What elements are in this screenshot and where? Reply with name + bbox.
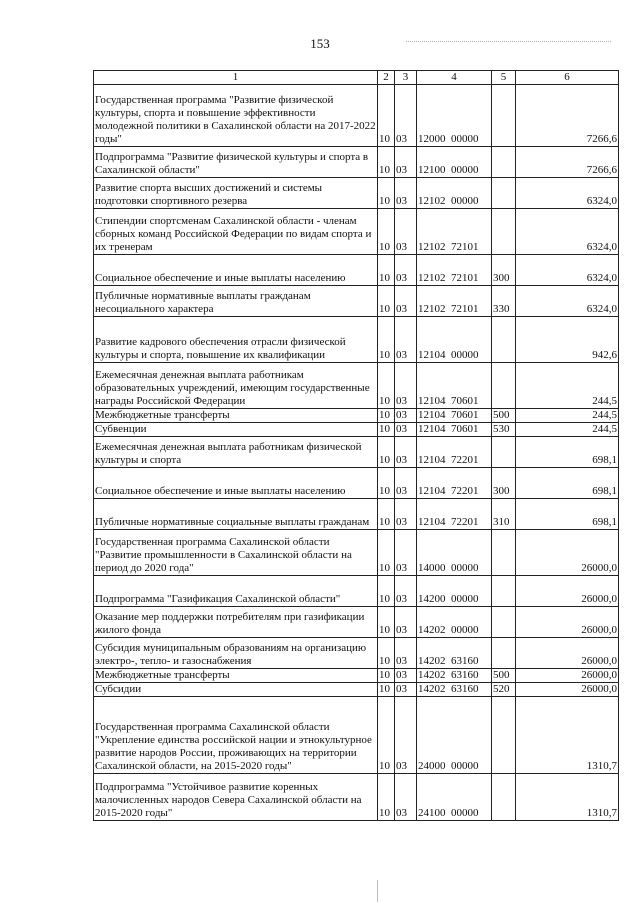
table-row: [94, 468, 619, 499]
table-row: [94, 669, 619, 683]
cell-amount: 6324,0: [516, 286, 619, 317]
cell-subsection: 03: [395, 85, 417, 147]
table-row: [94, 85, 619, 147]
cell-name: Ежемесячная денежная выплата работникам образовательных учреждений, имеющим государственные награды Российской Федерации: [94, 363, 378, 409]
cell-target-article: 12104 72201: [417, 499, 492, 530]
cell-section: 10: [378, 607, 395, 638]
cell-target-article: 12102 72101: [417, 209, 492, 255]
cell-subsection: 03: [395, 774, 417, 821]
cell-amount: 1310,7: [516, 697, 619, 774]
cell-expense-type: [492, 317, 516, 363]
cell-subsection: 03: [395, 669, 417, 683]
page-number: 153: [310, 36, 330, 51]
cell-expense-type: [492, 178, 516, 209]
cell-subsection: 03: [395, 468, 417, 499]
cell-expense-type: 310: [492, 499, 516, 530]
table-row: [94, 423, 619, 437]
cell-section: 10: [378, 286, 395, 317]
table-row: [94, 683, 619, 697]
cell-amount: 942,6: [516, 317, 619, 363]
cell-target-article: 14200 00000: [417, 576, 492, 607]
cell-expense-type: 500: [492, 669, 516, 683]
cell-name: Субвенции: [94, 423, 378, 437]
cell-name: Межбюджетные трансферты: [94, 669, 378, 683]
cell-expense-type: [492, 209, 516, 255]
cell-expense-type: [492, 363, 516, 409]
col-header-4: 4: [417, 71, 492, 85]
cell-expense-type: 330: [492, 286, 516, 317]
cell-amount: 26000,0: [516, 669, 619, 683]
cell-amount: 698,1: [516, 468, 619, 499]
cell-section: 10: [378, 697, 395, 774]
cell-section: 10: [378, 255, 395, 286]
cell-section: 10: [378, 638, 395, 669]
cell-target-article: 12102 72101: [417, 286, 492, 317]
cell-section: 10: [378, 209, 395, 255]
cell-amount: 698,1: [516, 499, 619, 530]
cell-name: Подпрограмма "Развитие физической культуры и спорта в Сахалинской области": [94, 147, 378, 178]
cell-subsection: 03: [395, 576, 417, 607]
cell-subsection: 03: [395, 638, 417, 669]
cell-name: Государственная программа Сахалинской области "Укрепление единства российской нации и этнокультурное развитие народов России, проживающих на территории Сахалинской области, на 2015-2020 годы": [94, 697, 378, 774]
cell-section: 10: [378, 437, 395, 468]
cell-expense-type: 500: [492, 409, 516, 423]
table-row: [94, 255, 619, 286]
cell-amount: 26000,0: [516, 607, 619, 638]
cell-amount: 26000,0: [516, 683, 619, 697]
cell-subsection: 03: [395, 437, 417, 468]
table-row: [94, 178, 619, 209]
cell-amount: 6324,0: [516, 178, 619, 209]
cell-expense-type: [492, 147, 516, 178]
cell-target-article: 14202 00000: [417, 607, 492, 638]
cell-expense-type: [492, 437, 516, 468]
scan-artifact: [406, 41, 611, 44]
table-row: [94, 409, 619, 423]
table-row: [94, 576, 619, 607]
cell-amount: 6324,0: [516, 209, 619, 255]
cell-section: 10: [378, 409, 395, 423]
cell-section: 10: [378, 423, 395, 437]
cell-name: Развитие кадрового обеспечения отрасли физической культуры и спорта, повышение их квалификации: [94, 317, 378, 363]
cell-amount: 244,5: [516, 409, 619, 423]
cell-name: Межбюджетные трансферты: [94, 409, 378, 423]
cell-subsection: 03: [395, 683, 417, 697]
cell-target-article: 12102 72101: [417, 255, 492, 286]
cell-amount: 26000,0: [516, 638, 619, 669]
cell-section: 10: [378, 576, 395, 607]
cell-subsection: 03: [395, 317, 417, 363]
cell-subsection: 03: [395, 286, 417, 317]
cell-amount: 1310,7: [516, 774, 619, 821]
cell-target-article: 12100 00000: [417, 147, 492, 178]
cell-target-article: 12104 70601: [417, 423, 492, 437]
cell-section: 10: [378, 363, 395, 409]
cell-expense-type: [492, 697, 516, 774]
cell-name: Социальное обеспечение и иные выплаты населению: [94, 255, 378, 286]
cell-name: Стипендии спортсменам Сахалинской области - членам сборных команд Российской Федерации по видам спорта и их тренерам: [94, 209, 378, 255]
cell-name: Подпрограмма "Газификация Сахалинской области": [94, 576, 378, 607]
cell-subsection: 03: [395, 697, 417, 774]
cell-section: 10: [378, 683, 395, 697]
cell-expense-type: [492, 85, 516, 147]
cell-section: 10: [378, 85, 395, 147]
cell-section: 10: [378, 499, 395, 530]
cell-subsection: 03: [395, 147, 417, 178]
cell-target-article: 24100 00000: [417, 774, 492, 821]
cell-expense-type: [492, 607, 516, 638]
cell-subsection: 03: [395, 530, 417, 576]
cell-name: Государственная программа Сахалинской области "Развитие промышленности в Сахалинской области на период до 2020 года": [94, 530, 378, 576]
cell-expense-type: [492, 576, 516, 607]
cell-target-article: 12104 00000: [417, 317, 492, 363]
scan-artifact: [377, 880, 378, 902]
cell-target-article: 12104 72201: [417, 468, 492, 499]
cell-amount: 7266,6: [516, 147, 619, 178]
cell-amount: 244,5: [516, 423, 619, 437]
table-row: [94, 638, 619, 669]
cell-name: Ежемесячная денежная выплата работникам физической культуры и спорта: [94, 437, 378, 468]
table-row: [94, 697, 619, 774]
cell-target-article: 14202 63160: [417, 683, 492, 697]
cell-target-article: 12104 70601: [417, 363, 492, 409]
cell-section: 10: [378, 317, 395, 363]
cell-amount: 6324,0: [516, 255, 619, 286]
cell-expense-type: [492, 530, 516, 576]
cell-subsection: 03: [395, 423, 417, 437]
cell-section: 10: [378, 147, 395, 178]
cell-section: 10: [378, 774, 395, 821]
cell-target-article: 24000 00000: [417, 697, 492, 774]
cell-section: 10: [378, 178, 395, 209]
cell-amount: 26000,0: [516, 530, 619, 576]
table-row: [94, 363, 619, 409]
table-row: [94, 209, 619, 255]
cell-amount: 7266,6: [516, 85, 619, 147]
table-row: [94, 774, 619, 821]
cell-amount: 698,1: [516, 437, 619, 468]
table-row: [94, 286, 619, 317]
col-header-2: 2: [378, 71, 395, 85]
cell-section: 10: [378, 468, 395, 499]
col-header-3: 3: [395, 71, 417, 85]
col-header-1: 1: [94, 71, 378, 85]
cell-section: 10: [378, 530, 395, 576]
cell-expense-type: [492, 638, 516, 669]
cell-subsection: 03: [395, 409, 417, 423]
cell-subsection: 03: [395, 363, 417, 409]
cell-name: Развитие спорта высших достижений и системы подготовки спортивного резерва: [94, 178, 378, 209]
budget-table: [93, 70, 619, 821]
cell-name: Публичные нормативные выплаты гражданам несоциального характера: [94, 286, 378, 317]
table-row: [94, 607, 619, 638]
cell-subsection: 03: [395, 255, 417, 286]
cell-target-article: 14202 63160: [417, 669, 492, 683]
table-row: [94, 437, 619, 468]
cell-name: Государственная программа "Развитие физической культуры, спорта и повышение эффективности молодежной политики в Сахалинской области на 2017-2022 годы": [94, 85, 378, 147]
cell-name: Субсидия муниципальным образованиям на организацию электро-, тепло- и газоснабжения: [94, 638, 378, 669]
cell-expense-type: 300: [492, 468, 516, 499]
table-row: [94, 530, 619, 576]
cell-target-article: 12104 70601: [417, 409, 492, 423]
cell-name: Социальное обеспечение и иные выплаты населению: [94, 468, 378, 499]
cell-amount: 244,5: [516, 363, 619, 409]
cell-section: 10: [378, 669, 395, 683]
col-header-6: 6: [516, 71, 619, 85]
cell-subsection: 03: [395, 178, 417, 209]
cell-name: Оказание мер поддержки потребителям при газификации жилого фонда: [94, 607, 378, 638]
cell-name: Субсидии: [94, 683, 378, 697]
cell-expense-type: 530: [492, 423, 516, 437]
cell-expense-type: [492, 774, 516, 821]
cell-amount: 26000,0: [516, 576, 619, 607]
cell-expense-type: 520: [492, 683, 516, 697]
header-row: [94, 71, 619, 85]
cell-target-article: 12000 00000: [417, 85, 492, 147]
cell-subsection: 03: [395, 209, 417, 255]
cell-subsection: 03: [395, 607, 417, 638]
cell-target-article: 12104 72201: [417, 437, 492, 468]
cell-target-article: 14202 63160: [417, 638, 492, 669]
cell-name: Публичные нормативные социальные выплаты гражданам: [94, 499, 378, 530]
cell-name: Подпрограмма "Устойчивое развитие коренных малочисленных народов Севера Сахалинской области на 2015-2020 годы": [94, 774, 378, 821]
table-row: [94, 317, 619, 363]
col-header-5: 5: [492, 71, 516, 85]
table-row: [94, 499, 619, 530]
cell-target-article: 12102 00000: [417, 178, 492, 209]
cell-target-article: 14000 00000: [417, 530, 492, 576]
table-row: [94, 147, 619, 178]
cell-expense-type: 300: [492, 255, 516, 286]
cell-subsection: 03: [395, 499, 417, 530]
